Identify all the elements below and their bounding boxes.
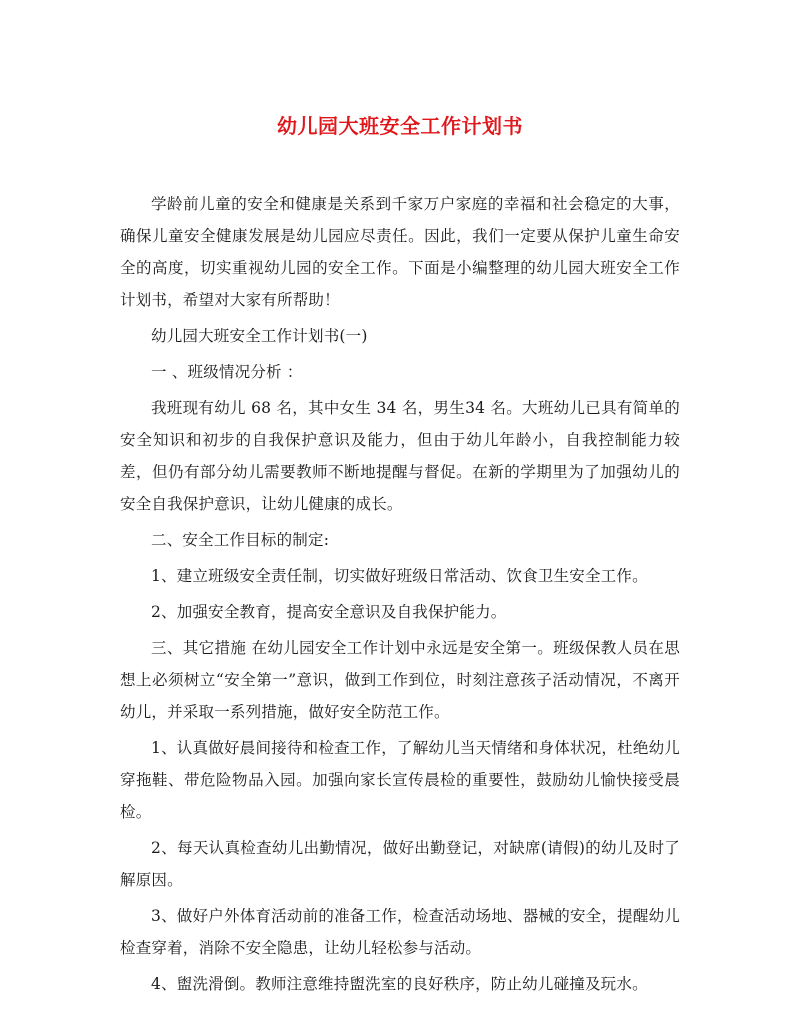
class-analysis-paragraph: 我班现有幼儿 68 名，其中女生 34 名，男生34 名。大班幼儿已具有简单的安全知识和初步的自我保护意识及能力，但由于幼儿年龄小，自我控制能力较差，但仍有部分幼儿需要教师不断地提醒与督促。在新的学期里为了加强幼儿的安全自我保护意识，让幼儿健康的成长。 [120,399,680,513]
document-title: 幼儿园大班安全工作计划书 [277,114,523,138]
section-heading-class-analysis: 一 、班级情况分析 ： [151,363,303,381]
goal-item-1: 1、建立班级安全责任制，切实做好班级日常活动、饮食卫生安全工作。 [151,567,648,585]
measure-item-3: 3、做好户外体育活动前的准备工作，检查活动场地、器械的安全，提醒幼儿检查穿着，消除不安全隐患，让幼儿轻松参与活动。 [120,907,680,957]
other-measures-paragraph: 三、其它措施 在幼儿园安全工作计划中永远是安全第一。班级保教人员在思想上必须树立“安全第一”意识，做到工作到位，时刻注意孩子活动情况，不离开幼儿，并采取一系列措施，做好安全防范工作。 [120,639,680,721]
section-heading-plan-one: 幼儿园大班安全工作计划书(一) [151,327,368,345]
section-heading-goals: 二、安全工作目标的制定: [151,531,330,549]
goal-item-2: 2、加强安全教育，提高安全意识及自我保护能力。 [151,603,507,621]
measure-item-1: 1、认真做好晨间接待和检查工作，了解幼儿当天情绪和身体状况，杜绝幼儿穿拖鞋、带危险物品入园。加强向家长宣传晨检的重要性，鼓励幼儿愉快接受晨检。 [120,739,680,821]
measure-item-4: 4、盥洗滑倒。教师注意维持盥洗室的良好秩序，防止幼儿碰撞及玩水。 [151,975,648,993]
measure-item-2: 2、每天认真检查幼儿出勤情况，做好出勤登记，对缺席(请假)的幼儿及时了解原因。 [120,839,680,889]
intro-paragraph: 学龄前儿童的安全和健康是关系到千家万户家庭的幸福和社会稳定的大事，确保儿童安全健康发展是幼儿园应尽责任。因此，我们一定要从保护儿童生命安全的高度，切实重视幼儿园的安全工作。下面是小编整理的幼儿园大班安全工作计划书，希望对大家有所帮助！ [120,195,680,309]
